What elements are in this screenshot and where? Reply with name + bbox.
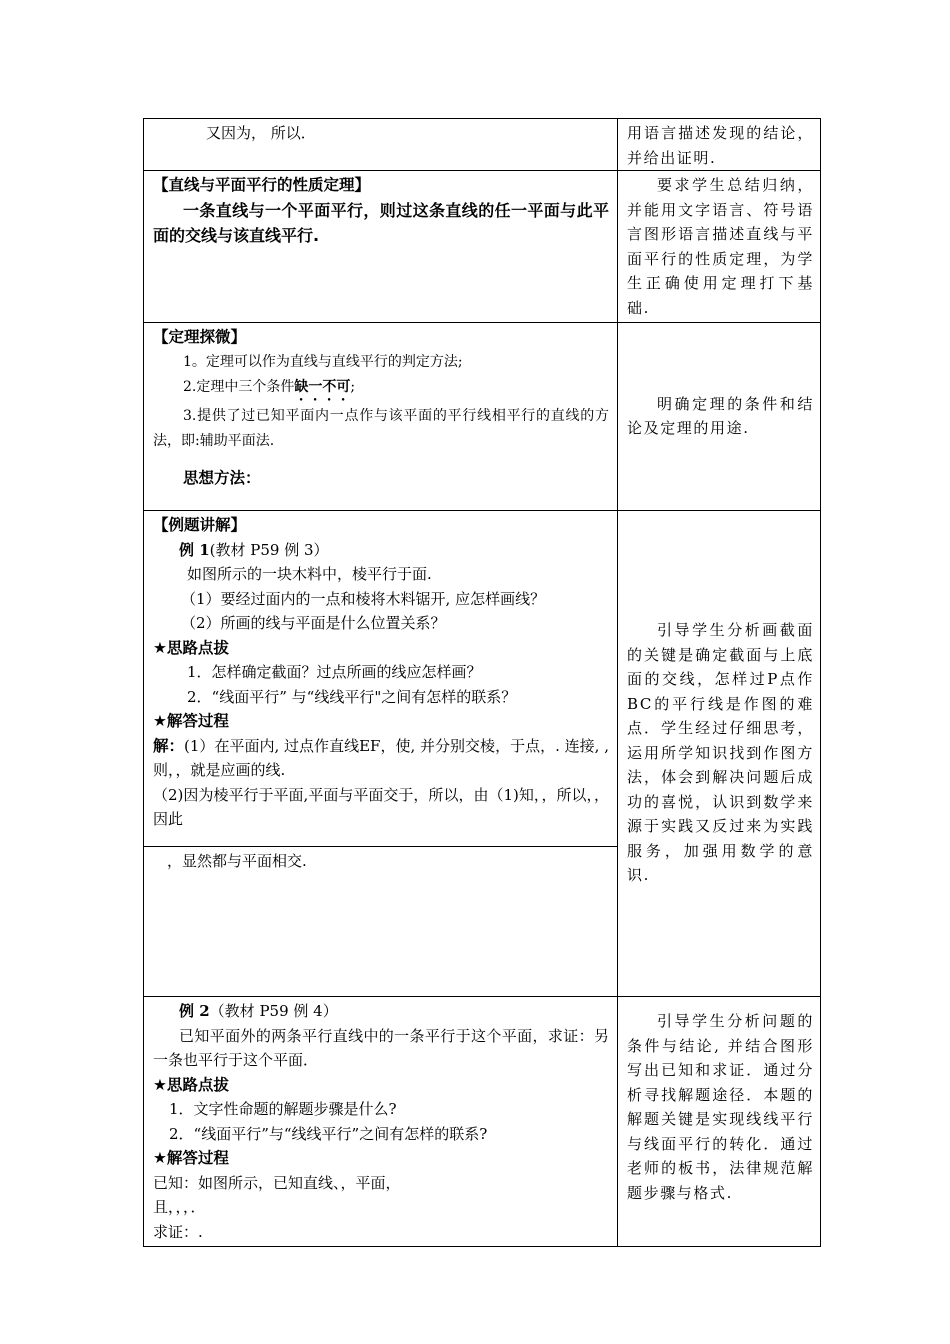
example-2-title [153,999,609,1024]
lesson-table [143,118,821,1247]
note-item-2-suffix: ; [350,379,356,395]
row-example-2 [144,997,821,1247]
example-1-solution-part-3: ，显然都与平面相交. [167,851,307,870]
example-1-hint-1: 1．怎样确定截面？过点所画的线应怎样画？ [187,663,482,681]
example-2-given-1: 已知：如图所示，已知直线、，平面， [153,1173,401,1192]
example-2-label: 例 2 [179,1002,210,1020]
row-theorem [144,171,821,323]
note-item-2-prefix: 2.定理中三个条件 [183,379,295,395]
solution-label: 解： [153,736,185,755]
method-label: 思想方法： [183,469,261,487]
row1-right-cell [618,119,821,171]
example-2-hint-1: 1．文字性命题的解题步骤是什么? [169,1100,397,1118]
example-1-solution-heading: ★解答过程 [153,712,229,730]
row3-left-cell [144,323,618,511]
proof-conclusion-text: 又因为， 所以． [206,124,316,142]
row5-teaching-note: 引导学生分析问题的条件与结论, 并结合图形写出已知和求证．通过分析寻找解题途径．本题的解题关键是实现线线平行与线面平行的转化．通过老师的板书，法律规范解题步骤与格式. [627,1012,814,1202]
row1-left-cell [144,119,618,171]
example-1-description: 如图所示的一块木料中，棱平行于面. [187,565,432,583]
row4-right-cell [618,511,821,997]
row1-teaching-note: 用语言描述发现的结论，并给出证明. [627,124,814,167]
note-item-2-emphasis: 缺一不可 [294,379,351,395]
row3-right-cell [618,323,821,511]
example-1-title [153,538,609,563]
row4-teaching-note-text: 引导学生分析画截面的关键是确定截面与上底面的交线，怎样过P点作BC的平行线是作图的难点．学生经过仔细思考，运用所学知识找到作图方法，体会到解决问题后成功的喜悦，认识到数学来源于实践又反过来为实践服务，加强用数学的意识. [627,621,814,885]
row-proof-end [144,119,821,171]
example-1-source: (教材 P59 例 3） [209,540,329,559]
example-2-given-2: 且，，，． [153,1198,206,1216]
row3-teaching-note-text: 明确定理的条件和结论及定理的用途. [627,394,814,437]
solution-part-1-text: (1）在平面内, 过点作直线EF，使, 并分别交棱，于点，. 连接, ,则，，就是应画的线. [153,736,609,779]
example-1-solution-part-1 [153,734,609,783]
row3-teaching-note [618,323,820,509]
note-item-3: 3.提供了过已知平面内一点作与该平面的平行线相平行的直线的方法，即:辅助平面法. [153,408,609,449]
row5-left-cell [144,997,618,1247]
row5-right-cell [618,997,821,1247]
example-1-hint-heading: ★思路点拔 [153,638,229,657]
row-example-1 [144,511,821,997]
example-2-solution-heading: ★解答过程 [153,1149,229,1167]
row2-teaching-note: 要求学生总结归纳，并能用文字语言、符号语言图形语言描述直线与平面平行的性质定理，为学生正确使用定理打下基础. [627,176,814,317]
inner-divider [144,846,617,847]
row4-teaching-note [618,511,820,995]
example-2-source: （教材 P59 例 4） [209,1002,338,1020]
example-1-solution-part-2: （2)因为棱平行于平面,平面与平面交于，所以，由（1)知，，所以，，因此 [153,785,609,828]
theorem-heading: 【直线与平面平行的性质定理】 [153,176,371,194]
example-2-prove: 求证：. [153,1222,203,1241]
row4-left-cell [144,511,618,997]
row2-right-cell [618,171,821,323]
example-1-label: 例 1 [179,540,210,559]
example-heading: 【例题讲解】 [153,516,247,534]
example-1-hint-2: 2．“线面平行” 与“线线平行"之间有怎样的联系？ [187,687,517,706]
note-item-1: 1。定理可以作为直线与直线平行的判定方法; [183,354,463,370]
note-item-2 [153,375,609,404]
notes-heading: 【定理探微】 [153,328,247,346]
theorem-statement: 一条直线与一个平面平行，则过这条直线的任一平面与此平面的交线与该直线平行. [153,200,609,245]
row2-left-cell [144,171,618,323]
example-1-question-2: （2）所画的线与平面是什么位置关系？ [181,614,446,632]
row-theorem-notes [144,323,821,511]
example-2-hint-heading: ★思路点拔 [153,1075,229,1094]
example-2-problem: 已知平面外的两条平行直线中的一条平行于这个平面，求证：另一条也平行于这个平面． [153,1026,609,1069]
example-2-hint-2: 2．“线面平行”与“线线平行”之间有怎样的联系? [169,1124,488,1143]
example-1-question-1: （1）要经过面内的一点和棱将木料锯开, 应怎样画线？ [181,589,546,608]
